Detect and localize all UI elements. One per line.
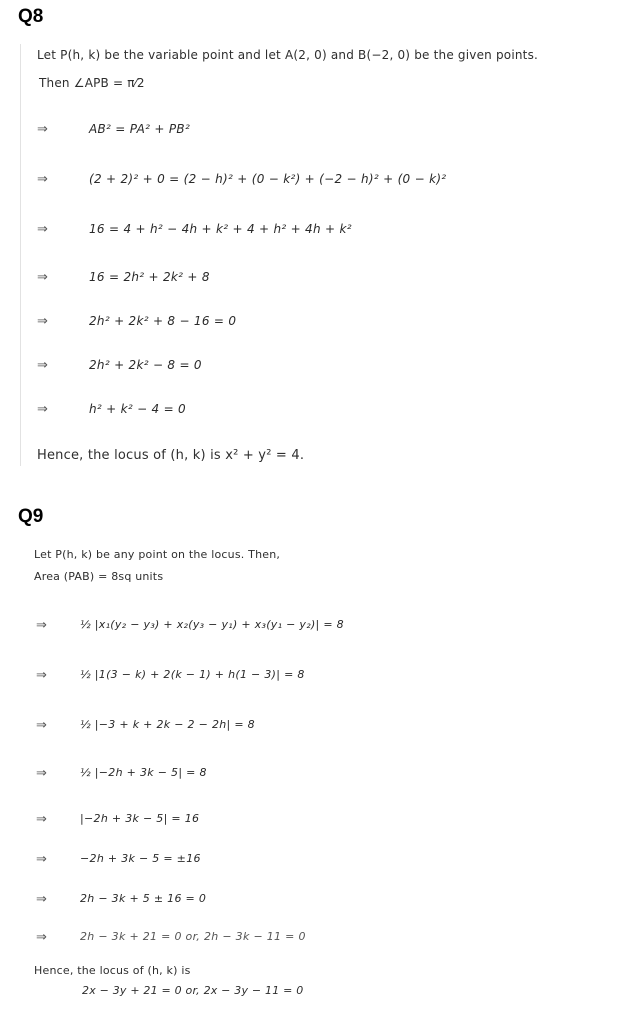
q9-step-expr: ½ |x₁(y₂ − y₃) + x₂(y₃ − y₁) + x₃(y₁ − y₂)| = 8 [80, 618, 344, 631]
q9-step-expr: ½ |−2h + 3k − 5| = 8 [80, 766, 207, 779]
q9-conclusion-line1: Hence, the locus of (h, k) is [34, 964, 191, 977]
q9-step-expr: 2h − 3k + 21 = 0 or, 2h − 3k − 11 = 0 [80, 930, 306, 943]
q8-step-expr: 16 = 4 + h² − 4h + k² + 4 + h² + 4h + k² [89, 222, 352, 236]
q9-step-expr: 2h − 3k + 5 ± 16 = 0 [80, 892, 207, 905]
implies-icon: ⇒ [37, 172, 48, 187]
q9-solution-panel [20, 540, 620, 1010]
q9-intro-line1: Let P(h, k) be any point on the locus. Then, [34, 548, 281, 561]
q9-step-expr: ½ |1(3 − k) + 2(k − 1) + h(1 − 3)| = 8 [80, 668, 305, 681]
implies-icon: ⇒ [37, 270, 48, 285]
q8-step-expr: (2 + 2)² + 0 = (2 − h)² + (0 − k²) + (−2 − h)² + (0 − k)² [89, 172, 447, 186]
implies-icon: ⇒ [36, 892, 47, 907]
q9-step-expr: |−2h + 3k − 5| = 16 [80, 812, 200, 825]
q9-conclusion-line2: 2x − 3y + 21 = 0 or, 2x − 3y − 11 = 0 [82, 984, 304, 997]
implies-icon: ⇒ [36, 766, 47, 781]
q9-step-expr: −2h + 3k − 5 = ±16 [80, 852, 201, 865]
q8-conclusion: Hence, the locus of (h, k) is x² + y² = 4. [37, 448, 305, 463]
q8-step-expr: 2h² + 2k² + 8 − 16 = 0 [89, 314, 237, 328]
implies-icon: ⇒ [37, 314, 48, 329]
implies-icon: ⇒ [36, 812, 47, 827]
implies-icon: ⇒ [37, 122, 48, 137]
implies-icon: ⇒ [36, 852, 47, 867]
q9-heading: Q9 [18, 506, 44, 527]
q8-step-expr: 2h² + 2k² − 8 = 0 [89, 358, 202, 372]
q8-step-expr: h² + k² − 4 = 0 [89, 402, 186, 416]
q9-step-expr: ½ |−3 + k + 2k − 2 − 2h| = 8 [80, 718, 255, 731]
q8-intro-line1: Let P(h, k) be the variable point and let A(2, 0) and B(−2, 0) be the given points. [37, 48, 539, 62]
implies-icon: ⇒ [37, 358, 48, 373]
q9-intro-line2: Area (PAB) = 8sq units [34, 570, 164, 583]
implies-icon: ⇒ [37, 402, 48, 417]
q8-intro-line2: Then ∠APB = π⁄2 [39, 76, 145, 90]
implies-icon: ⇒ [36, 930, 47, 945]
q8-heading: Q8 [18, 6, 44, 27]
q8-solution-panel [20, 44, 621, 466]
implies-icon: ⇒ [37, 222, 48, 237]
q8-step-expr: 16 = 2h² + 2k² + 8 [89, 270, 210, 284]
implies-icon: ⇒ [36, 718, 47, 733]
implies-icon: ⇒ [36, 618, 47, 633]
implies-icon: ⇒ [36, 668, 47, 683]
q8-step-expr: AB² = PA² + PB² [89, 122, 191, 136]
